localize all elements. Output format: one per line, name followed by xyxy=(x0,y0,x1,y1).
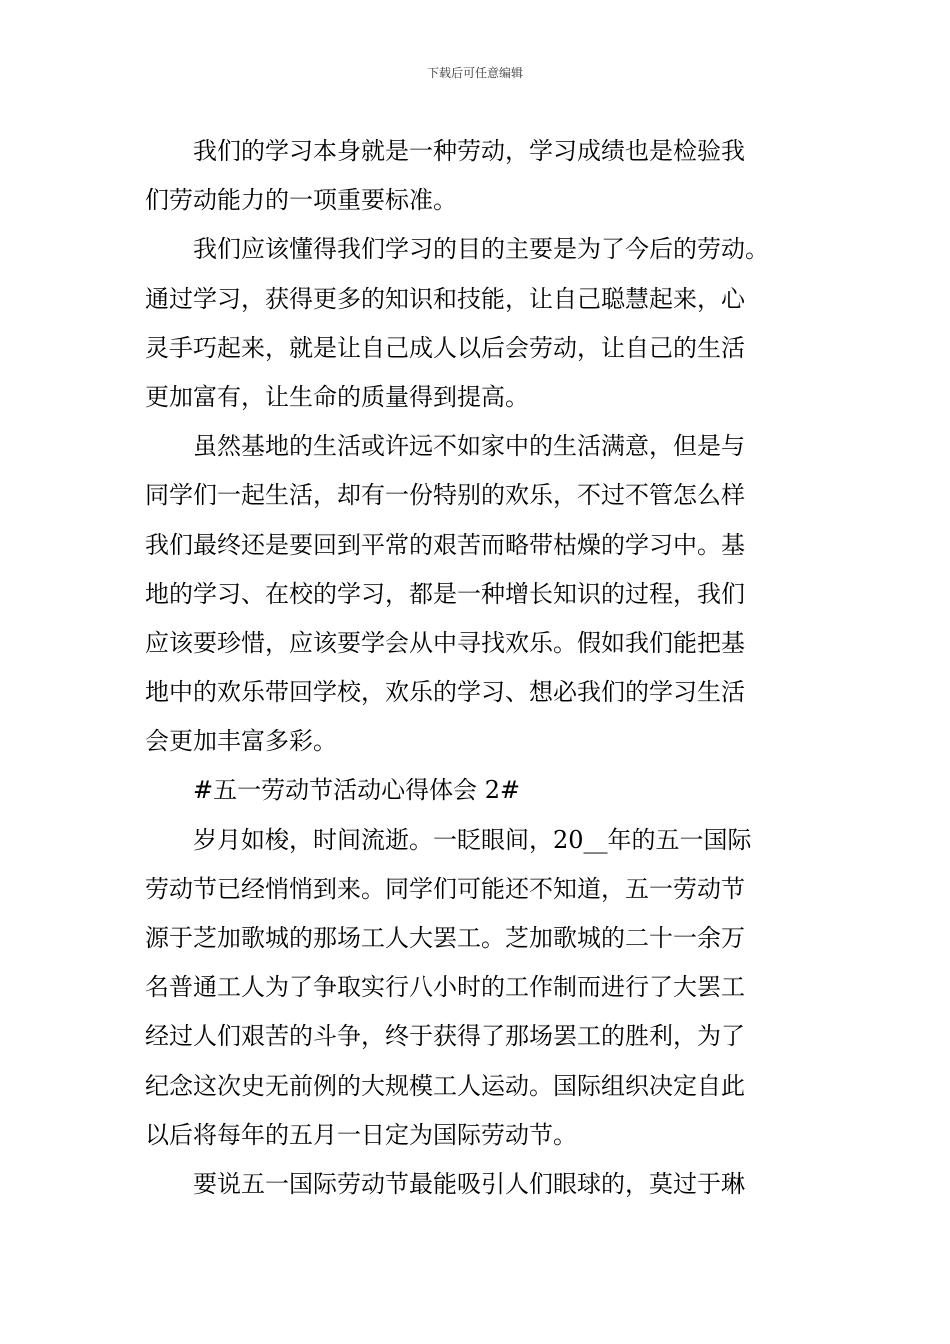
text-line: 源于芝加歌城的那场工人大罢工。芝加歌城的二十一余万 xyxy=(145,924,745,952)
text-line: 虽然基地的生活或许远不如家中的生活满意，但是与 xyxy=(193,432,745,461)
text-line: 同学们一起生活，却有一份特别的欢乐，不过不管怎么样 xyxy=(145,481,745,510)
text-line: 劳动节已经悄悄到来。同学们可能还不知道，五一劳动节 xyxy=(145,874,745,903)
text-line: 应该要珍惜，应该要学会从中寻找欢乐。假如我们能把基 xyxy=(145,628,745,657)
text-line: #五一劳动节活动心得体会 2# xyxy=(193,776,521,805)
text-line: 更加富有，让生命的质量得到提高。 xyxy=(145,382,529,411)
text-line: 们劳动能力的一项重要标准。 xyxy=(145,186,457,215)
text-line: 我们最终还是要回到平常的艰苦而略带枯燥的学习中。基 xyxy=(145,530,745,559)
text-line: 纪念这次史无前例的大规模工人运动。国际组织决定自此 xyxy=(145,1071,745,1100)
text-line: 名普通工人为了争取实行八小时的工作制而进行了大罢工 xyxy=(145,973,745,1002)
text-line: 会更加丰富多彩。 xyxy=(145,727,337,756)
text-line: 地中的欢乐带回学校，欢乐的学习、想必我们的学习生活 xyxy=(145,678,745,707)
text-line: 我们的学习本身就是一种劳动，学习成绩也是检验我 xyxy=(193,137,745,165)
text-line: 我们应该懂得我们学习的目的主要是为了今后的劳动。 xyxy=(193,235,769,264)
header-note: 下载后可任意编辑 xyxy=(426,66,523,80)
text-line: 灵手巧起来，就是让自己成人以后会劳动，让自己的生活 xyxy=(145,333,745,362)
text-line: 以后将每年的五月一日定为国际劳动节。 xyxy=(145,1120,577,1149)
body-text xyxy=(145,127,810,1209)
text-line: 地的学习、在校的学习，都是一种增长知识的过程，我们 xyxy=(145,579,745,608)
text-line: 岁月如梭，时间流逝。一眨眼间，20__年的五一国际 xyxy=(193,825,752,854)
text-line: 要说五一国际劳动节最能吸引人们眼球的，莫过于琳 xyxy=(193,1169,745,1198)
text-line: 经过人们艰苦的斗争，终于获得了那场罢工的胜利，为了 xyxy=(145,1022,745,1051)
text-line: 通过学习，获得更多的知识和技能，让自己聪慧起来，心 xyxy=(145,284,745,313)
